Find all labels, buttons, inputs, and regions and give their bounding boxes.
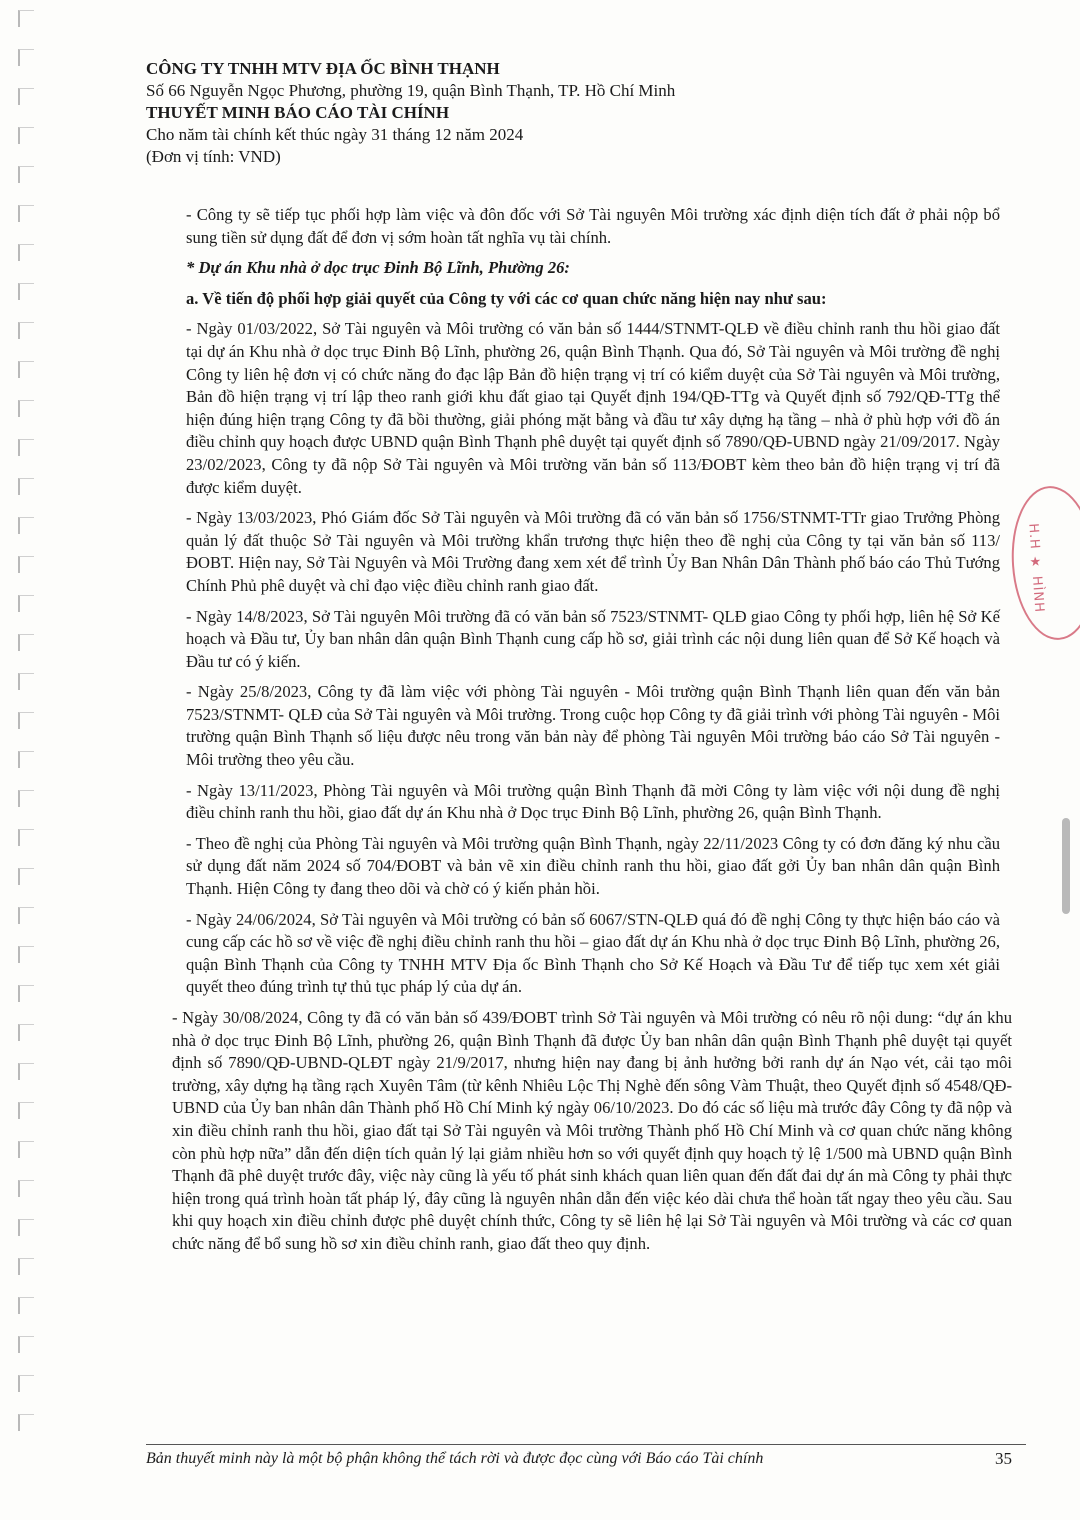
paragraph: - Ngày 01/03/2022, Sở Tài nguyên và Môi trường có văn bản số 1444/STNMT-QLĐ về điều chỉnh ranh thu hồi giao đất tại dự án Khu nhà ở dọc trục Đinh Bộ Lĩnh, phường 26, quận Bình Thạnh. Qua đó, Sở Tài nguyên và Môi trường đề nghị Công ty liên hệ đơn vị có chức năng đo đạc lập Bản đồ hiện trạng vị trí có kiểm duyệt của Sở Tài nguyên và Môi trường, Bản đồ hiện trạng vị trí lập theo ranh giới khu đất giao tại Quyết định 194/QĐ-TTg và Quyết định số 792/QĐ-TTg thể hiện đúng hiện trạng Công ty đã bồi thường, giải phóng mặt bằng và đầu tư xây dựng hạ tầng – nhà ở phù hợp với đồ án điều chỉnh quy hoạch được UBND quận Bình Thạnh phê duyệt tại quyết định số 7890/QĐ-UBND ngày 21/09/2017. Ngày 23/02/2023, Công ty đã nộp Sở Tài nguyên và Môi trường văn bản số 113/ĐOBT kèm theo bản đồ hiện trạng vị trí đã được kiểm duyệt. [186,319,1000,497]
binder-hole [18,595,34,612]
binder-hole [18,1219,34,1236]
binder-hole [18,868,34,885]
binder-hole [18,673,34,690]
binder-hole [18,1297,34,1314]
binder-hole [18,1141,34,1158]
binder-hole [18,556,34,573]
binder-hole [18,283,34,300]
binder-hole [18,322,34,339]
binder-hole [18,829,34,846]
section-a-heading: a. Về tiến độ phối hợp giải quyết của Công ty với các cơ quan chức năng hiện nay như sau: [186,288,827,308]
binder-hole [18,712,34,729]
binder-hole [18,10,34,27]
binder-hole [18,634,34,651]
paragraph: - Theo đề nghị của Phòng Tài nguyên và Môi trường quận Bình Thạnh, ngày 22/11/2023 Công ty có đơn đăng ký nhu cầu sử dụng đất năm 2024 số 704/ĐOBT và bản vẽ xin điều chỉnh ranh thu hồi, giao đất gởi Ủy ban nhân dân quận Bình Thạnh. Hiện Công ty đang theo dõi và chờ có ý kiến phản hồi. [186,833,1000,899]
binder-hole [18,166,34,183]
seal-text: H.H ★ HÌNH [1025,522,1047,614]
binder-hole [18,244,34,261]
company-address: Số 66 Nguyễn Ngọc Phương, phường 19, quận Bình Thạnh, TP. Hồ Chí Minh [146,81,676,100]
paragraph: - Ngày 25/8/2023, Công ty đã làm việc với phòng Tài nguyên - Môi trường quận Bình Thạnh liên quan đến văn bản 7523/STNMT- QLĐ của Sở Tài nguyên và Môi trường. Trong cuộc họp Công ty đã giải trình với phòng Tài nguyên - Môi trường quận Bình Thạnh số liệu được nêu trong văn bản này để phòng Tài nguyên Môi trường báo cáo Sở Tài nguyên - Môi trường theo yêu cầu. [186,682,1000,770]
binder-hole [18,946,34,963]
binder-hole [18,1180,34,1197]
document-body [172,204,1012,1264]
paragraph: - Ngày 24/06/2024, Sở Tài nguyên và Môi trường có bản số 6067/STN-QLĐ quá đó đề nghị Công ty thực hiện báo cáo và cung cấp các hồ sơ về việc đề nghị điều chỉnh ranh thu hồi – giao đất dự án Khu nhà ở dọc trục Đinh Bộ Lĩnh, phường 26, quận Bình Thạnh của Công ty TNHH MTV Địa ốc Bình Thạnh cho Sở Kế Hoạch và Đầu Tư để tiếp tục xem xét giải quyết theo đúng trình tự thủ tục pháp lý của dự án. [186,909,1000,997]
currency-unit: (Đơn vị tính: VND) [146,147,281,166]
reporting-period: Cho năm tài chính kết thúc ngày 31 tháng 12 năm 2024 [146,125,524,144]
footer-note: Bản thuyết minh này là một bộ phận không thể tách rời và được đọc cùng với Báo cáo Tài chính [146,1450,764,1467]
binder-hole [18,790,34,807]
binder-hole [18,1375,34,1392]
binder-hole [18,907,34,924]
project-heading: * Dự án Khu nhà ở dọc trục Đinh Bộ Lĩnh, Phường 26: [186,258,570,278]
binder-hole [18,1063,34,1080]
binder-hole [18,478,34,495]
binder-hole [18,439,34,456]
binder-hole [18,1102,34,1119]
page-number: 35 [995,1449,1012,1468]
binder-hole [18,1336,34,1353]
binder-hole [18,1024,34,1041]
binder-hole [18,1258,34,1275]
last-paragraph: - Ngày 30/08/2024, Công ty đã có văn bản số 439/ĐOBT trình Sở Tài nguyên và Môi trường có nêu rõ nội dung: “dự án khu nhà ở dọc trục Đinh Bộ Lĩnh, phường 26, quận Bình Thạnh đã được Ủy ban nhân dân quận Bình Thạnh phê duyệt tại quyết định số 7890/QĐ-UBND-QLĐT ngày 21/9/2017, nhưng hiện nay đang bị ảnh hưởng bởi ranh dự án Nạo vét, cải tạo môi trường, xây dựng hạ tầng rạch Xuyên Tâm (từ kênh Nhiêu Lộc Thị Nghè đến sông Vàm Thuật, theo Quyết định số 4548/QĐ-UBND của Ủy ban nhân dân Thành phố Hồ Chí Minh ký ngày 06/10/2023. Do đó các số liệu mà trước đây Công ty đã nộp và xin điều chỉnh ranh thu hồi, giao đất tại Sở Tài nguyên và Môi trường Thành phố Hồ Chí Minh và cơ quan chức năng không còn phù hợp nữa” dẫn đến diện tích quản lý lại giảm nhiều hơn so với quyết định quy hoạch tỷ lệ 1/500 mà UBND quận Bình Thạnh đã phê duyệt trước đây, việc này cũng là yếu tố phát sinh khách quan liên quan đến đất đai dự án mà Công ty phải thực hiện trong quá trình hoàn tất pháp lý, đây cũng là nguyên nhân dẫn đến việc kéo dài chưa thể hoàn tất ngay theo yêu cầu. Sau khi quy hoạch xin điều chỉnh được phê duyệt chính thức, Công ty sẽ liên hệ lại Sở Tài nguyên và Môi trường và các cơ quan chức năng để bổ sung hồ sơ xin điều chỉnh ranh, giao đất theo quy định. [172,1008,1012,1253]
document-title: THUYẾT MINH BÁO CÁO TÀI CHÍNH [146,103,450,122]
intro-paragraph: - Công ty sẽ tiếp tục phối hợp làm việc và đôn đốc với Sở Tài nguyên Môi trường xác định diện tích đất ở phải nộp bổ sung tiền sử dụng đất để đơn vị sớm hoàn tất nghĩa vụ tài chính. [186,205,1000,247]
company-name: CÔNG TY TNHH MTV ĐỊA ỐC BÌNH THẠNH [146,59,500,78]
binder-hole [18,517,34,534]
binder-hole [18,127,34,144]
binder-hole [18,49,34,66]
company-seal-stamp [1007,483,1080,642]
paragraph: - Ngày 13/11/2023, Phòng Tài nguyên và Môi trường quận Bình Thạnh đã mời Công ty làm việc với nội dung đề nghị điều chỉnh ranh thu hồi, giao đất dự án Khu nhà ở Dọc trục Đinh Bộ Lĩnh, phường 26, quận Bình Thạnh. [186,780,1000,823]
paragraph: - Ngày 14/8/2023, Sở Tài nguyên Môi trường đã có văn bản số 7523/STNMT- QLĐ giao Công ty phối hợp, liên hệ Sở Kế hoạch và Đầu tư, Ủy ban nhân dân quận Bình Thạnh cung cấp hồ sơ, giải trình các nội dung liên quan để Sở Kế hoạch và Đầu tư có ý kiến. [186,606,1000,671]
binder-holes [14,10,40,1450]
binder-hole [18,751,34,768]
page-footer [146,1444,1026,1468]
binder-hole [18,1414,34,1431]
document-header [146,58,1026,168]
binder-hole [18,361,34,378]
binder-hole [18,88,34,105]
binder-hole [18,400,34,417]
scrollbar-thumb[interactable] [1062,818,1070,914]
paragraph: - Ngày 13/03/2023, Phó Giám đốc Sở Tài nguyên và Môi trường đã có văn bản số 1756/STNMT-TTr giao Trưởng Phòng quản lý đất thuộc Sở Tài nguyên và Môi trường khẩn trương thực hiện theo đề nghị của Công ty tại văn bản số 113/ĐOBT. Hiện nay, Sở Tài Nguyên và Môi Trường đang xem xét để trình Ủy Ban Nhân Dân Thành phố báo cáo Thủ Tướng Chính Phủ phê duyệt và chỉ đạo việc điều chỉnh ranh giao đất. [186,508,1000,595]
binder-hole [18,985,34,1002]
binder-hole [18,205,34,222]
